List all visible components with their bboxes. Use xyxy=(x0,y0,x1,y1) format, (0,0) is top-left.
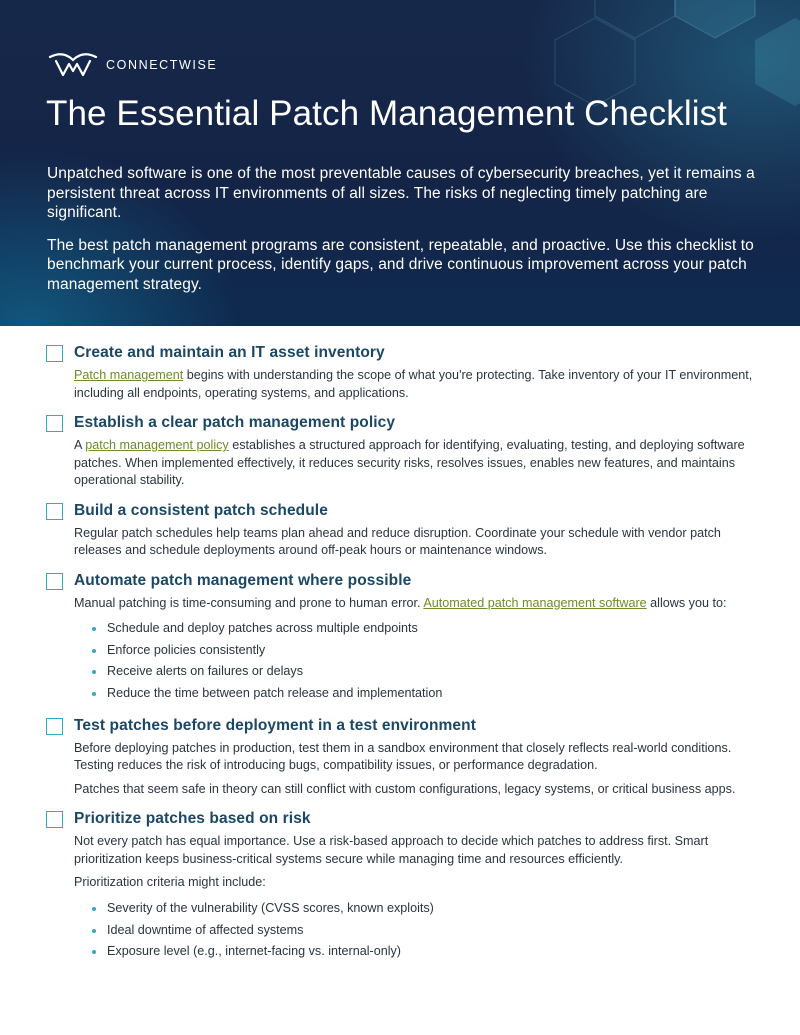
checklist-item-text: Regular patch schedules help teams plan ahead and reduce disruption. Coordinate your schedule with vendor patch releases and schedule deployments around off-peak hours or maintenance windows. xyxy=(74,525,721,557)
checklist-item-text: Patches that seem safe in theory can still conflict with custom configurations, legacy systems, or critical business apps. xyxy=(74,781,736,796)
bullet-item: Receive alerts on failures or delays xyxy=(74,661,760,683)
brand-logo[interactable] xyxy=(48,52,217,78)
checklist-item-text: A patch management policy establishes a structured approach for identifying, evaluating, testing, and deploying software patches. When implemented effectively, it reduces security risks, resolves issues, enables new features, and maintains operational stability. xyxy=(74,438,745,487)
bullet-item: Ideal downtime of affected systems xyxy=(74,920,760,942)
bullet-item: Reduce the time between patch release and implementation xyxy=(74,683,760,705)
checklist-item-heading: Create and maintain an IT asset inventory xyxy=(74,344,385,361)
page-title: The Essential Patch Management Checklist xyxy=(46,94,727,133)
checklist xyxy=(0,343,800,974)
checklist-item-text: Not every patch has equal importance. Use a risk-based approach to decide which patches to address first. Smart prioritization keeps business-critical systems secure while managing time and resources efficiently. xyxy=(74,834,709,866)
checklist-item xyxy=(0,571,800,705)
intro-text xyxy=(47,164,762,307)
checklist-item-heading: Automate patch management where possible xyxy=(74,571,412,589)
intro-paragraph: Unpatched software is one of the most preventable causes of cybersecurity breaches, yet it remains a persistent threat across IT environments of all sizes. The risks of neglecting timely patching are significant. xyxy=(47,165,755,221)
intro-paragraph: The best patch management programs are consistent, repeatable, and proactive. Use this checklist to benchmark your current process, identify gaps, and drive continuous improvement across your patch management strategy. xyxy=(47,236,754,293)
bullet-list xyxy=(74,898,760,963)
hero-banner xyxy=(0,0,800,326)
bullet-item: Schedule and deploy patches across multiple endpoints xyxy=(74,618,760,640)
checkbox[interactable] xyxy=(46,811,63,828)
checklist-item-text: Before deploying patches in production, test them in a sandbox environment that closely reflects real-world conditions. Testing reduces the risk of introducing bugs, compatibility issues, or performance degradation. xyxy=(74,740,732,773)
checklist-item xyxy=(0,413,800,490)
checklist-item xyxy=(0,343,800,402)
checklist-item-heading: Test patches before deployment in a test environment xyxy=(74,716,476,734)
checkbox[interactable] xyxy=(46,718,63,735)
bullet-item: Exposure level (e.g., internet-facing vs. internal-only) xyxy=(74,941,760,963)
checklist-item xyxy=(0,809,800,963)
bullet-item: Enforce policies consistently xyxy=(74,640,760,662)
checklist-item-text: Manual patching is time-consuming and prone to human error. Automated patch management software allows you to: xyxy=(74,595,727,610)
brand-name: CONNECTWISE xyxy=(106,58,218,72)
checkbox[interactable] xyxy=(46,345,63,362)
bullet-list xyxy=(74,618,760,705)
checkbox[interactable] xyxy=(46,573,63,590)
patch-management-policy-link[interactable]: patch management policy xyxy=(85,438,229,452)
checklist-item-heading: Establish a clear patch management policy xyxy=(74,414,396,431)
patch-management-link[interactable]: Patch management xyxy=(74,368,184,382)
connectwise-logo-icon xyxy=(48,52,98,78)
checklist-item xyxy=(0,501,800,560)
checklist-item-text: Prioritization criteria might include: xyxy=(74,875,266,890)
checkbox[interactable] xyxy=(46,415,63,432)
bullet-item: Severity of the vulnerability (CVSS scores, known exploits) xyxy=(74,898,760,920)
checklist-item xyxy=(0,716,800,799)
automated-patch-software-link[interactable]: Automated patch management software xyxy=(423,595,647,610)
checklist-item-heading: Build a consistent patch schedule xyxy=(74,501,328,519)
checkbox[interactable] xyxy=(46,503,63,520)
checklist-item-heading: Prioritize patches based on risk xyxy=(74,810,311,828)
checklist-item-text: Patch management begins with understanding the scope of what you're protecting. Take inventory of your IT environment, including all endpoints, operating systems, and applications. xyxy=(74,368,753,400)
